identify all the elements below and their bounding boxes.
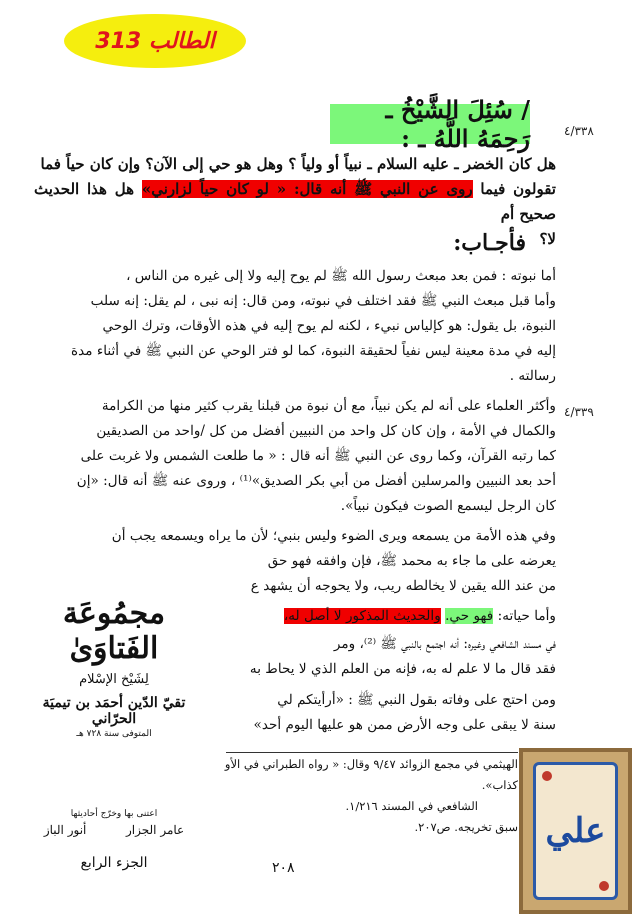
calligraphy-frame — [533, 762, 618, 900]
decor-dot — [599, 881, 609, 891]
answer-heading: فأجـاب: — [453, 230, 526, 256]
paragraph: وأكثر العلماء على أنه لم يكن نبياً، مع أن نبوة من قبلنا يقرب كثير منها من الكرامة والكمال في الأمة ، وإن كان كل واحد من النبيين أفضل من كل /واحد من الصديقين كما رتبه القرآن، وكما روى عن النبي ﷺ أنه قال : « ما طلعت الشمس ولا غربت على أحد بعد النبيين والمرسلين أفضل من أبي بكر الصديق»⁽¹⁾ ، وروى عنه ﷺ أنه قال: «إن كان الرجل ليسمع الصوت فيكون نبياً». — [76, 398, 556, 514]
footnote: كذاب». — [481, 778, 518, 792]
calligraphy-word: علي — [545, 811, 606, 851]
highlight-hadith: روى عن النبي ﷺ أنه قال: « لو كان حياً لزارني» — [141, 180, 473, 198]
book-death-date: المتوفى سنة ٧٢٨ هـ — [76, 729, 152, 739]
paragraph: ومن احتج على وفاته بقول النبي ﷺ : «أرأيتكم لي سنة لا يبقى على وجه الأرض ممن هو عليها اليوم أحد» — [253, 692, 556, 733]
footnote: الهيثمي في مجمع الزوائد ٩/٤٧ وقال: « رواه الطبراني في الأو — [224, 757, 518, 771]
badge-text: الطالب 313 — [95, 28, 215, 54]
page-number: ٢٠٨ — [272, 860, 295, 876]
book-subtitle: لِشَيْخ الإسْلام — [79, 672, 149, 687]
highlight-alive: فهو حي. — [445, 608, 494, 624]
book-author: تقيّ الدّين أحمَد بن تيميَة الحرّاني — [42, 695, 186, 727]
question-line: هل كان الخضر ـ عليه السلام ـ نبياً أو ولياً ؟ وهل هو حي إلى الآن؟ وإن كان حياً فما — [40, 155, 556, 173]
question-heading: / سُئِلَ الشَّيْخُ ـ رَحِمَهُ اللَّهُ ـ : — [330, 104, 530, 144]
footnotes — [200, 754, 518, 838]
question-line: لا؟ — [539, 230, 556, 248]
book-title: مجمُوعَة الفَتاوَىٰ — [62, 596, 166, 666]
book-editors: عامر الجزار أنور الباز — [43, 823, 185, 837]
question-line: تقولون فيما روى عن النبي ﷺ أنه قال: « لو كان حياً لزارني» هل هذا الحديث صحيح أم — [34, 180, 556, 223]
paragraph: وأما حياته: فهو حي. والحديث المذكور لا أصل له، — [283, 608, 556, 624]
footnote: سبق تخريجه. ص٢٠٧. — [414, 820, 518, 834]
calligraphy-artwork — [519, 748, 632, 914]
book-edit-label: اعتنى بها وخرّج أحاديثها — [70, 809, 158, 819]
student-badge — [64, 14, 246, 68]
paragraph: أما نبوته : فمن بعد مبعث رسول الله ﷺ لم يوح إليه ولا إلى غيره من الناس ، وأما قبل مبعث النبي ﷺ فقد اختلف في نبوته، ومن قال: إنه نبى ، لم يقل: إنه سلب النبوة، بل يقول: هو كإلياس نبيء ، لكنه لم يوح إليه في هذه الأوقات، وترك الوحي إليه في مدة معينة ليس نفياً لحقيقة النبوة، كما لو فتر الوحي عن النبي ﷺ في أثناء مدة رسالته . — [71, 268, 556, 384]
book-volume: الجزء الرابع — [80, 855, 148, 871]
paragraph: يعرضه على ما جاء به محمد ﷺ، فإن وافقه فهو حق من عند الله يقين لا يخالطه ريب، ولا يحوجه أن يشهد ع — [250, 553, 556, 594]
footnote-separator — [226, 752, 518, 753]
book-cover — [24, 590, 204, 890]
footnote: الشافعي في المسند ١/٢١٦. — [345, 799, 478, 813]
highlight-no-basis: والحديث المذكور لا أصل له، — [283, 608, 441, 624]
margin-ref: ٤/٣٣٩ — [564, 405, 594, 419]
decor-dot — [542, 771, 552, 781]
paragraph: وفي هذه الأمة من يسمعه ويرى الضوء وليس بنبي؛ لأن ما يراه ويسمعه يجب أن — [111, 528, 556, 544]
paragraph: في مسند الشافعي وغيره: أنه اجتمع بالنبي ﷺ ⁽²⁾، ومر فقد قال ما لا علم له به، فإنه من العلم الذي لا يحاط به — [249, 636, 556, 677]
margin-ref: ٤/٣٣٨ — [564, 124, 594, 138]
